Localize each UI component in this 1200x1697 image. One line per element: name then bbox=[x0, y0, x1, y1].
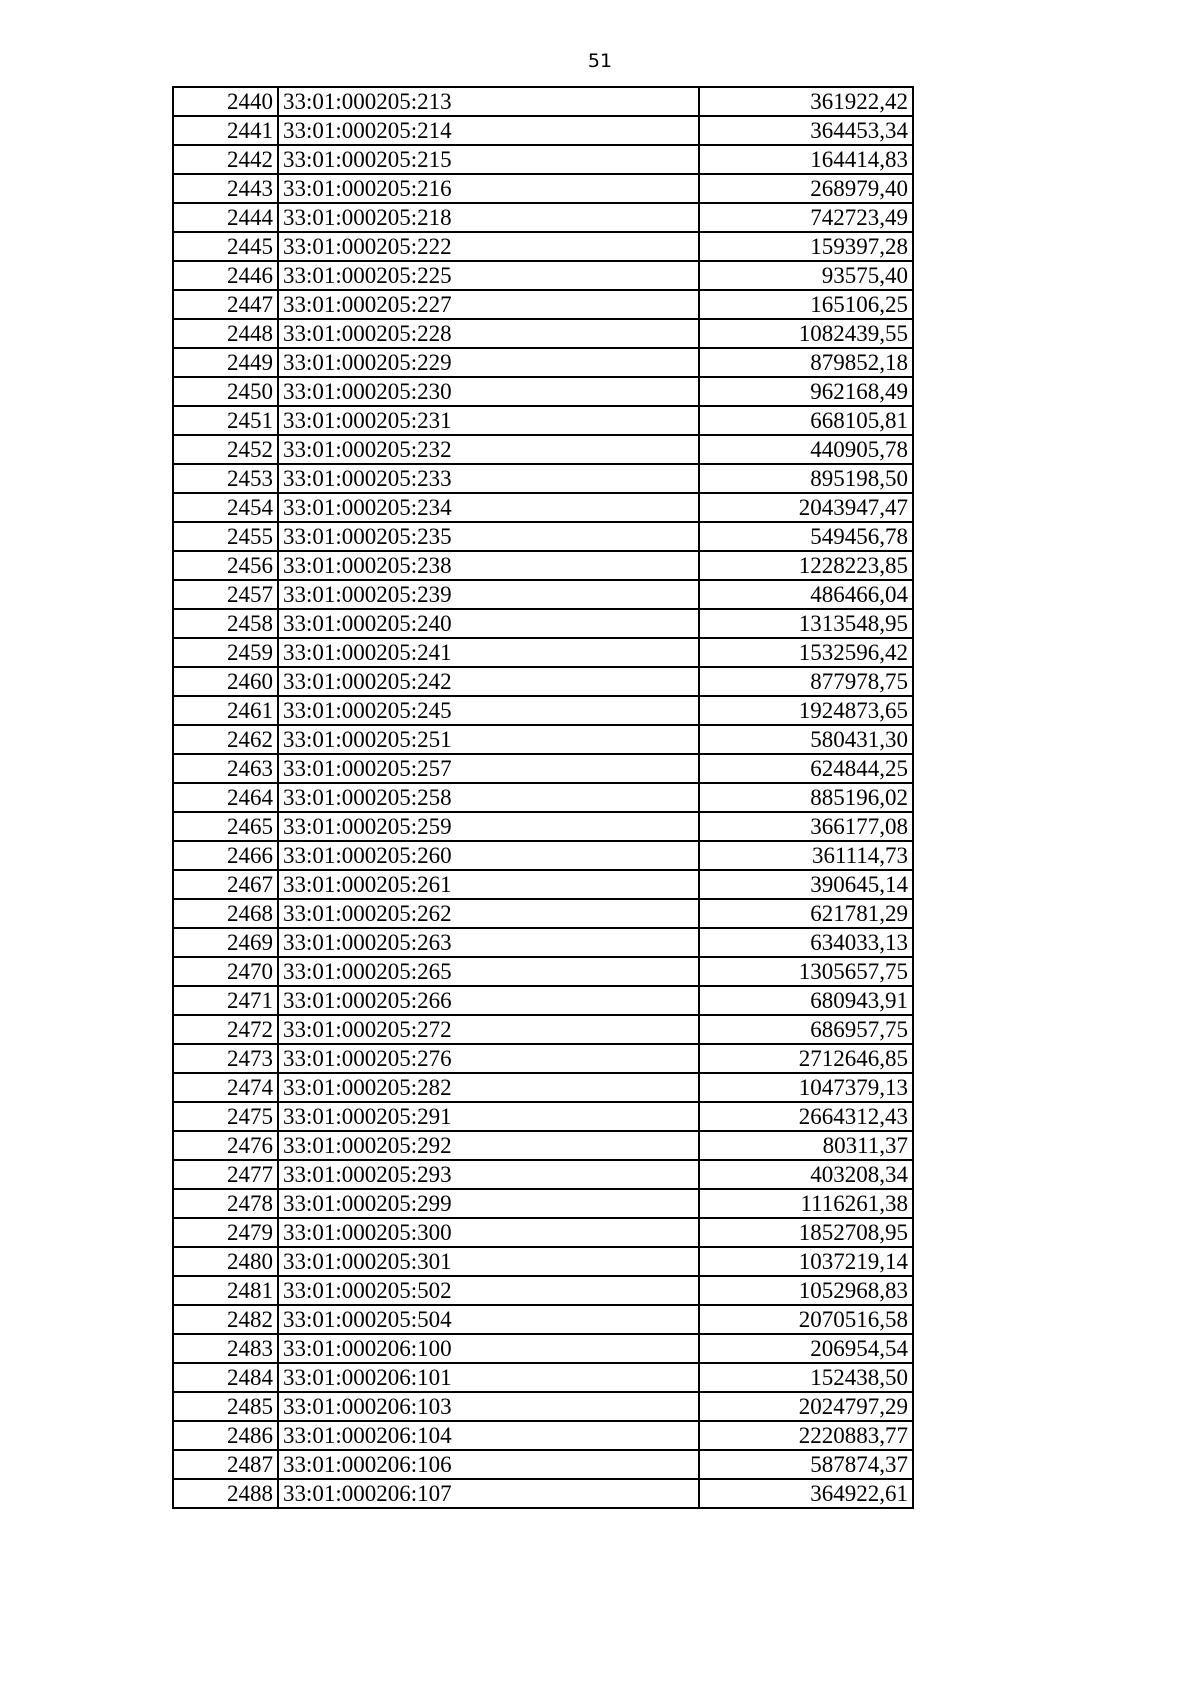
table-body bbox=[173, 87, 913, 1508]
table-row bbox=[173, 87, 913, 116]
cadastral-value-cell: 440905,78 bbox=[699, 435, 913, 464]
table-row bbox=[173, 725, 913, 754]
table-row bbox=[173, 406, 913, 435]
cadastral-number-cell: 33:01:000205:235 bbox=[278, 522, 699, 551]
cadastral-value-cell: 2024797,29 bbox=[699, 1392, 913, 1421]
row-number-cell: 2446 bbox=[173, 261, 278, 290]
table-row bbox=[173, 348, 913, 377]
row-number-cell: 2478 bbox=[173, 1189, 278, 1218]
table-row bbox=[173, 1392, 913, 1421]
table-row bbox=[173, 1102, 913, 1131]
table-row bbox=[173, 638, 913, 667]
row-number-cell: 2460 bbox=[173, 667, 278, 696]
cadastral-value-cell: 580431,30 bbox=[699, 725, 913, 754]
cadastral-number-cell: 33:01:000206:100 bbox=[278, 1334, 699, 1363]
table-row bbox=[173, 957, 913, 986]
cadastral-value-cell: 1052968,83 bbox=[699, 1276, 913, 1305]
row-number-cell: 2461 bbox=[173, 696, 278, 725]
cadastral-value-cell: 1852708,95 bbox=[699, 1218, 913, 1247]
row-number-cell: 2448 bbox=[173, 319, 278, 348]
table-row bbox=[173, 696, 913, 725]
table-row bbox=[173, 870, 913, 899]
row-number-cell: 2484 bbox=[173, 1363, 278, 1392]
cadastral-number-cell: 33:01:000205:222 bbox=[278, 232, 699, 261]
cadastral-value-cell: 1924873,65 bbox=[699, 696, 913, 725]
cadastral-value-cell: 390645,14 bbox=[699, 870, 913, 899]
table-row bbox=[173, 1131, 913, 1160]
table-row bbox=[173, 464, 913, 493]
row-number-cell: 2450 bbox=[173, 377, 278, 406]
row-number-cell: 2479 bbox=[173, 1218, 278, 1247]
row-number-cell: 2451 bbox=[173, 406, 278, 435]
cadastral-value-cell: 361114,73 bbox=[699, 841, 913, 870]
row-number-cell: 2456 bbox=[173, 551, 278, 580]
cadastral-value-cell: 364453,34 bbox=[699, 116, 913, 145]
table-row bbox=[173, 551, 913, 580]
table-row bbox=[173, 261, 913, 290]
cadastral-number-cell: 33:01:000205:265 bbox=[278, 957, 699, 986]
table-row bbox=[173, 667, 913, 696]
cadastral-number-cell: 33:01:000205:261 bbox=[278, 870, 699, 899]
cadastral-number-cell: 33:01:000205:242 bbox=[278, 667, 699, 696]
cadastral-number-cell: 33:01:000205:262 bbox=[278, 899, 699, 928]
cadastral-number-cell: 33:01:000206:107 bbox=[278, 1479, 699, 1508]
table-row bbox=[173, 1450, 913, 1479]
row-number-cell: 2468 bbox=[173, 899, 278, 928]
row-number-cell: 2455 bbox=[173, 522, 278, 551]
row-number-cell: 2470 bbox=[173, 957, 278, 986]
row-number-cell: 2467 bbox=[173, 870, 278, 899]
row-number-cell: 2443 bbox=[173, 174, 278, 203]
page-number: 51 bbox=[587, 50, 613, 72]
table-row bbox=[173, 435, 913, 464]
cadastral-number-cell: 33:01:000206:101 bbox=[278, 1363, 699, 1392]
cadastral-number-cell: 33:01:000205:258 bbox=[278, 783, 699, 812]
cadastral-number-cell: 33:01:000205:293 bbox=[278, 1160, 699, 1189]
cadastral-value-cell: 206954,54 bbox=[699, 1334, 913, 1363]
cadastral-value-cell: 962168,49 bbox=[699, 377, 913, 406]
cadastral-value-cell: 1228223,85 bbox=[699, 551, 913, 580]
cadastral-value-cell: 742723,49 bbox=[699, 203, 913, 232]
table-row bbox=[173, 232, 913, 261]
cadastral-number-cell: 33:01:000205:251 bbox=[278, 725, 699, 754]
cadastral-number-cell: 33:01:000205:291 bbox=[278, 1102, 699, 1131]
cadastral-number-cell: 33:01:000205:257 bbox=[278, 754, 699, 783]
table-row bbox=[173, 145, 913, 174]
cadastral-number-cell: 33:01:000206:106 bbox=[278, 1450, 699, 1479]
cadastral-value-cell: 152438,50 bbox=[699, 1363, 913, 1392]
row-number-cell: 2471 bbox=[173, 986, 278, 1015]
cadastral-value-cell: 364922,61 bbox=[699, 1479, 913, 1508]
cadastral-number-cell: 33:01:000205:218 bbox=[278, 203, 699, 232]
row-number-cell: 2473 bbox=[173, 1044, 278, 1073]
table-row bbox=[173, 1073, 913, 1102]
cadastral-number-cell: 33:01:000205:213 bbox=[278, 87, 699, 116]
row-number-cell: 2453 bbox=[173, 464, 278, 493]
cadastral-value-cell: 164414,83 bbox=[699, 145, 913, 174]
cadastral-value-cell: 1116261,38 bbox=[699, 1189, 913, 1218]
cadastral-number-cell: 33:01:000205:230 bbox=[278, 377, 699, 406]
table-row bbox=[173, 1044, 913, 1073]
cadastral-number-cell: 33:01:000205:240 bbox=[278, 609, 699, 638]
cadastral-value-cell: 2070516,58 bbox=[699, 1305, 913, 1334]
row-number-cell: 2452 bbox=[173, 435, 278, 464]
cadastral-number-cell: 33:01:000205:301 bbox=[278, 1247, 699, 1276]
cadastral-number-cell: 33:01:000205:260 bbox=[278, 841, 699, 870]
cadastral-number-cell: 33:01:000205:272 bbox=[278, 1015, 699, 1044]
cadastral-number-cell: 33:01:000205:214 bbox=[278, 116, 699, 145]
table-row bbox=[173, 928, 913, 957]
cadastral-number-cell: 33:01:000205:229 bbox=[278, 348, 699, 377]
row-number-cell: 2486 bbox=[173, 1421, 278, 1450]
cadastral-value-cell: 1313548,95 bbox=[699, 609, 913, 638]
cadastral-value-cell: 879852,18 bbox=[699, 348, 913, 377]
cadastral-value-cell: 80311,37 bbox=[699, 1131, 913, 1160]
cadastral-number-cell: 33:01:000205:504 bbox=[278, 1305, 699, 1334]
row-number-cell: 2447 bbox=[173, 290, 278, 319]
row-number-cell: 2469 bbox=[173, 928, 278, 957]
row-number-cell: 2483 bbox=[173, 1334, 278, 1363]
table-row bbox=[173, 841, 913, 870]
cadastral-value-cell: 621781,29 bbox=[699, 899, 913, 928]
row-number-cell: 2449 bbox=[173, 348, 278, 377]
cadastral-value-cell: 668105,81 bbox=[699, 406, 913, 435]
table-row bbox=[173, 522, 913, 551]
row-number-cell: 2459 bbox=[173, 638, 278, 667]
cadastral-number-cell: 33:01:000205:502 bbox=[278, 1276, 699, 1305]
cadastral-value-cell: 2220883,77 bbox=[699, 1421, 913, 1450]
cadastral-value-cell: 268979,40 bbox=[699, 174, 913, 203]
cadastral-number-cell: 33:01:000205:234 bbox=[278, 493, 699, 522]
table-row bbox=[173, 1421, 913, 1450]
row-number-cell: 2480 bbox=[173, 1247, 278, 1276]
row-number-cell: 2458 bbox=[173, 609, 278, 638]
table-row bbox=[173, 1015, 913, 1044]
cadastral-value-cell: 895198,50 bbox=[699, 464, 913, 493]
row-number-cell: 2441 bbox=[173, 116, 278, 145]
row-number-cell: 2476 bbox=[173, 1131, 278, 1160]
row-number-cell: 2481 bbox=[173, 1276, 278, 1305]
cadastral-number-cell: 33:01:000205:299 bbox=[278, 1189, 699, 1218]
row-number-cell: 2488 bbox=[173, 1479, 278, 1508]
cadastral-value-cell: 2712646,85 bbox=[699, 1044, 913, 1073]
cadastral-value-table bbox=[172, 86, 914, 1509]
row-number-cell: 2482 bbox=[173, 1305, 278, 1334]
table-row bbox=[173, 1247, 913, 1276]
table-row bbox=[173, 1218, 913, 1247]
table-row bbox=[173, 1160, 913, 1189]
row-number-cell: 2444 bbox=[173, 203, 278, 232]
cadastral-value-cell: 680943,91 bbox=[699, 986, 913, 1015]
cadastral-value-cell: 1037219,14 bbox=[699, 1247, 913, 1276]
cadastral-value-cell: 1047379,13 bbox=[699, 1073, 913, 1102]
row-number-cell: 2485 bbox=[173, 1392, 278, 1421]
cadastral-number-cell: 33:01:000206:104 bbox=[278, 1421, 699, 1450]
cadastral-value-cell: 634033,13 bbox=[699, 928, 913, 957]
cadastral-number-cell: 33:01:000205:263 bbox=[278, 928, 699, 957]
cadastral-number-cell: 33:01:000205:225 bbox=[278, 261, 699, 290]
cadastral-value-cell: 1305657,75 bbox=[699, 957, 913, 986]
cadastral-number-cell: 33:01:000205:227 bbox=[278, 290, 699, 319]
cadastral-value-cell: 361922,42 bbox=[699, 87, 913, 116]
table-row bbox=[173, 1189, 913, 1218]
row-number-cell: 2445 bbox=[173, 232, 278, 261]
cadastral-number-cell: 33:01:000205:266 bbox=[278, 986, 699, 1015]
row-number-cell: 2465 bbox=[173, 812, 278, 841]
row-number-cell: 2454 bbox=[173, 493, 278, 522]
table-row bbox=[173, 1363, 913, 1392]
table-row bbox=[173, 1479, 913, 1508]
cadastral-number-cell: 33:01:000205:216 bbox=[278, 174, 699, 203]
row-number-cell: 2472 bbox=[173, 1015, 278, 1044]
table-row bbox=[173, 1305, 913, 1334]
cadastral-number-cell: 33:01:000205:276 bbox=[278, 1044, 699, 1073]
cadastral-value-cell: 165106,25 bbox=[699, 290, 913, 319]
row-number-cell: 2464 bbox=[173, 783, 278, 812]
cadastral-number-cell: 33:01:000205:228 bbox=[278, 319, 699, 348]
cadastral-number-cell: 33:01:000205:241 bbox=[278, 638, 699, 667]
cadastral-value-cell: 2043947,47 bbox=[699, 493, 913, 522]
table-row bbox=[173, 899, 913, 928]
cadastral-number-cell: 33:01:000205:239 bbox=[278, 580, 699, 609]
cadastral-value-cell: 2664312,43 bbox=[699, 1102, 913, 1131]
table-row bbox=[173, 174, 913, 203]
table-row bbox=[173, 290, 913, 319]
table-row bbox=[173, 1334, 913, 1363]
row-number-cell: 2466 bbox=[173, 841, 278, 870]
row-number-cell: 2440 bbox=[173, 87, 278, 116]
row-number-cell: 2474 bbox=[173, 1073, 278, 1102]
row-number-cell: 2487 bbox=[173, 1450, 278, 1479]
cadastral-value-cell: 486466,04 bbox=[699, 580, 913, 609]
row-number-cell: 2462 bbox=[173, 725, 278, 754]
row-number-cell: 2477 bbox=[173, 1160, 278, 1189]
cadastral-value-cell: 93575,40 bbox=[699, 261, 913, 290]
cadastral-value-cell: 587874,37 bbox=[699, 1450, 913, 1479]
table-row bbox=[173, 580, 913, 609]
cadastral-number-cell: 33:01:000205:259 bbox=[278, 812, 699, 841]
cadastral-number-cell: 33:01:000205:238 bbox=[278, 551, 699, 580]
table-row bbox=[173, 783, 913, 812]
cadastral-number-cell: 33:01:000205:233 bbox=[278, 464, 699, 493]
cadastral-value-cell: 624844,25 bbox=[699, 754, 913, 783]
table-row bbox=[173, 203, 913, 232]
row-number-cell: 2442 bbox=[173, 145, 278, 174]
cadastral-value-cell: 885196,02 bbox=[699, 783, 913, 812]
table-row bbox=[173, 609, 913, 638]
cadastral-number-cell: 33:01:000205:282 bbox=[278, 1073, 699, 1102]
cadastral-value-cell: 686957,75 bbox=[699, 1015, 913, 1044]
table-row bbox=[173, 812, 913, 841]
cadastral-number-cell: 33:01:000205:300 bbox=[278, 1218, 699, 1247]
cadastral-number-cell: 33:01:000205:232 bbox=[278, 435, 699, 464]
table-row bbox=[173, 754, 913, 783]
cadastral-value-cell: 366177,08 bbox=[699, 812, 913, 841]
cadastral-number-cell: 33:01:000205:245 bbox=[278, 696, 699, 725]
cadastral-number-cell: 33:01:000206:103 bbox=[278, 1392, 699, 1421]
table-row bbox=[173, 493, 913, 522]
cadastral-number-cell: 33:01:000205:292 bbox=[278, 1131, 699, 1160]
cadastral-number-cell: 33:01:000205:215 bbox=[278, 145, 699, 174]
cadastral-value-cell: 159397,28 bbox=[699, 232, 913, 261]
cadastral-number-cell: 33:01:000205:231 bbox=[278, 406, 699, 435]
cadastral-value-cell: 1532596,42 bbox=[699, 638, 913, 667]
cadastral-value-cell: 1082439,55 bbox=[699, 319, 913, 348]
row-number-cell: 2463 bbox=[173, 754, 278, 783]
table-row bbox=[173, 377, 913, 406]
row-number-cell: 2475 bbox=[173, 1102, 278, 1131]
cadastral-value-cell: 403208,34 bbox=[699, 1160, 913, 1189]
cadastral-value-cell: 549456,78 bbox=[699, 522, 913, 551]
row-number-cell: 2457 bbox=[173, 580, 278, 609]
table-row bbox=[173, 116, 913, 145]
table-row bbox=[173, 319, 913, 348]
table-row bbox=[173, 986, 913, 1015]
table-row bbox=[173, 1276, 913, 1305]
cadastral-value-cell: 877978,75 bbox=[699, 667, 913, 696]
